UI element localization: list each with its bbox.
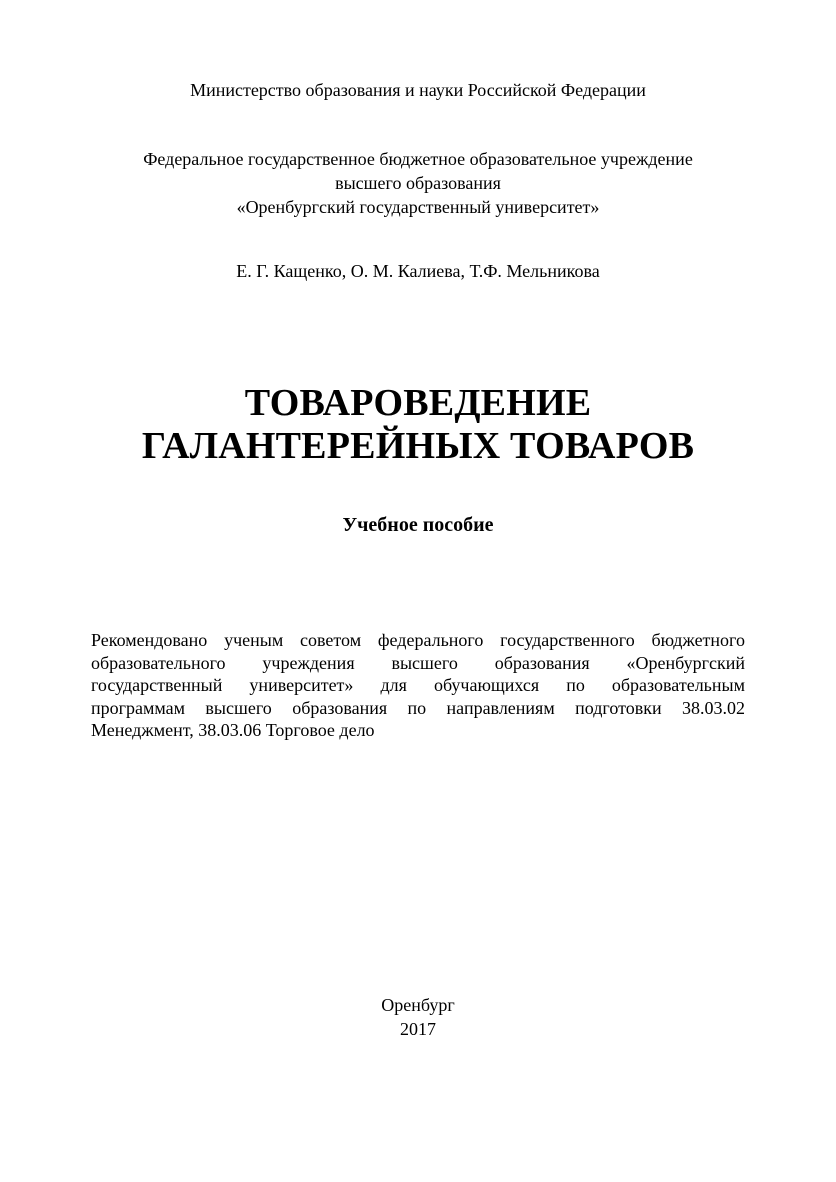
recommendation-line-1: Рекомендовано ученым советом федерального государственного бюджетного — [91, 630, 745, 650]
book-title-line-2: ГАЛАНТЕРЕЙНЫХ ТОВАРОВ — [141, 425, 695, 467]
book-subtitle: Учебное пособие — [342, 514, 494, 536]
recommendation-line-3: государственный университет» для обучающихся по образовательным — [91, 675, 745, 695]
recommendation-line-5: Менеджмент, 38.03.06 Торговое дело — [91, 720, 375, 740]
book-title-line-1: ТОВАРОВЕДЕНИЕ — [244, 382, 592, 424]
institution-line-1: Федеральное государственное бюджетное образовательное учреждение — [143, 149, 693, 169]
recommendation-paragraph — [91, 629, 745, 742]
publication-year: 2017 — [400, 1019, 436, 1039]
ministry-name: Министерство образования и науки Российской Федерации — [190, 80, 646, 100]
institution-line-3: «Оренбургский государственный университет» — [236, 197, 600, 217]
institution-line-2: высшего образования — [335, 173, 501, 193]
recommendation-line-2: образовательного учреждения высшего образования «Оренбургский — [91, 652, 745, 673]
recommendation-line-4: программам высшего образования по направлениям подготовки 38.03.02 — [91, 697, 745, 718]
publication-city: Оренбург — [381, 995, 455, 1015]
authors: Е. Г. Кащенко, О. М. Калиева, Т.Ф. Мельникова — [236, 261, 600, 281]
